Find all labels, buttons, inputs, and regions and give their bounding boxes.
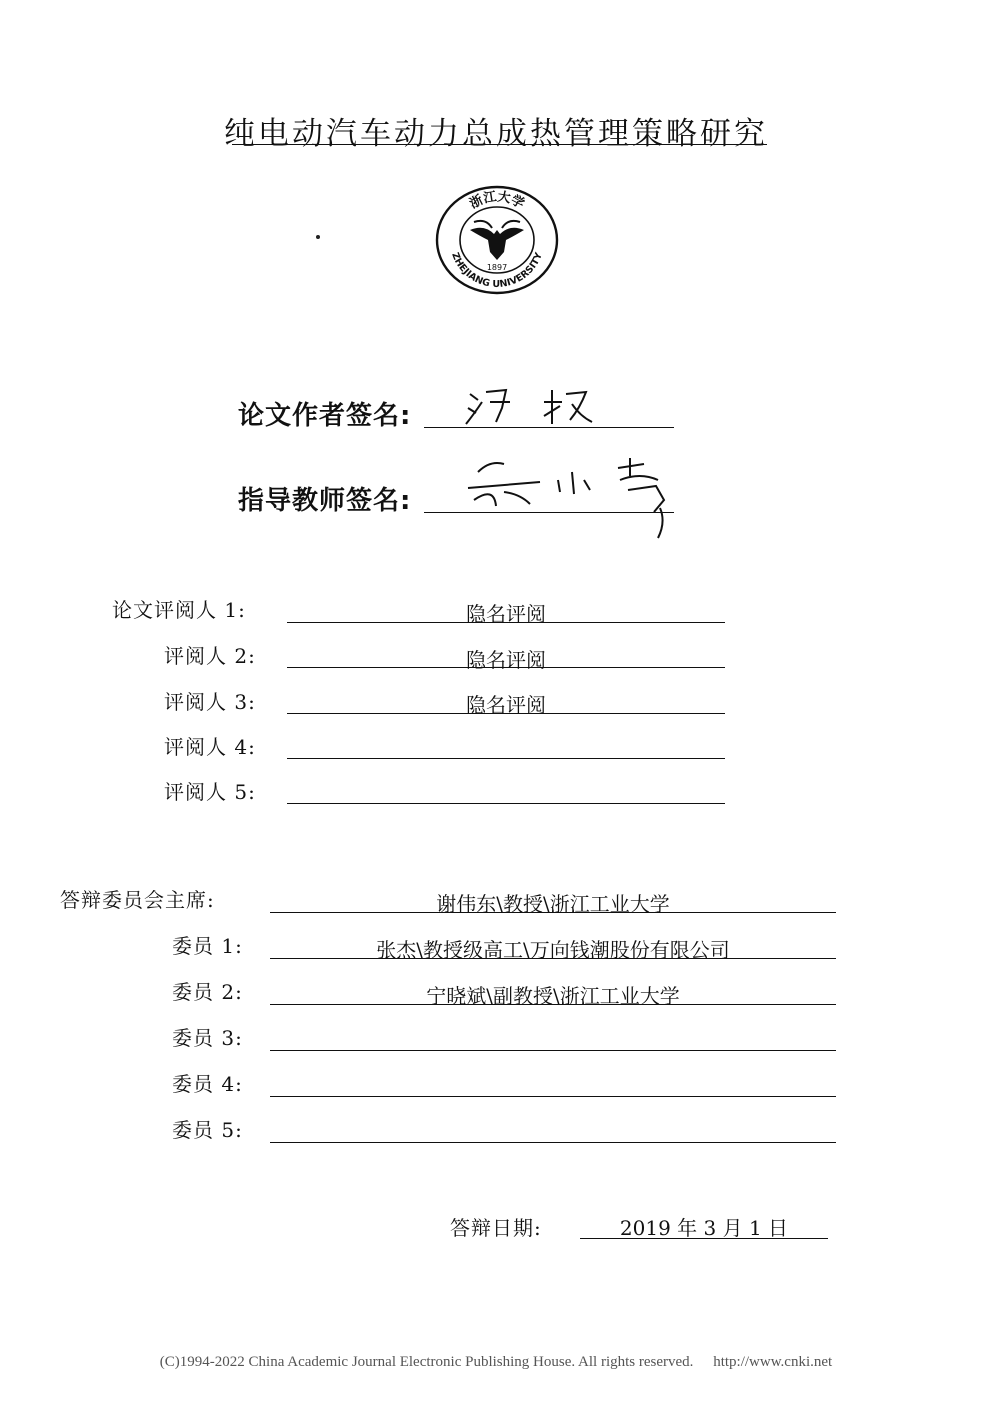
reviewer-3-line (287, 713, 725, 714)
defense-date-label: 答辩日期: (450, 1216, 542, 1240)
committee-member-3-line (270, 1050, 836, 1051)
committee-member-2-line (270, 1004, 836, 1005)
reviewer-3-label: 评阅人 3: (164, 690, 256, 714)
committee-member-2-label: 委员 2: (172, 980, 243, 1004)
reviewer-5-label: 评阅人 5: (164, 780, 256, 804)
thesis-title: 纯电动汽车动力总成热管理策略研究 (224, 116, 768, 152)
reviewer-3-value: 隐名评阅 (466, 693, 546, 717)
committee-member-5-line (270, 1142, 836, 1143)
seal-top-text: 浙江大学 (467, 189, 527, 213)
committee-member-4-line (270, 1096, 836, 1097)
committee-member-5-label: 委员 5: (172, 1118, 243, 1142)
committee-chair-label: 答辩委员会主席: (60, 888, 215, 912)
reviewer-4-line (287, 758, 725, 759)
svg-text:浙江大学 (467, 189, 527, 212)
committee-member-4-label: 委员 4: (172, 1072, 243, 1096)
reviewer-2-value: 隐名评阅 (466, 648, 546, 672)
title-underline (232, 144, 767, 145)
reviewer-1-value: 隐名评阅 (466, 602, 546, 626)
committee-member-1-value: 张杰\教授级高工\万向钱潮股份有限公司 (376, 938, 730, 962)
committee-member-3-label: 委员 3: (172, 1026, 243, 1050)
defense-date-line (580, 1238, 828, 1239)
seal-bottom-text: ZHEJIANG UNIVERSITY (449, 251, 545, 291)
defense-date-value: 2019 年 3 月 1 日 (619, 1216, 789, 1240)
seal-year: 1897 (486, 263, 508, 272)
copyright-text: (C)1994-2022 China Academic Journal Electronic Publishing House. All rights reserved. (159, 1354, 694, 1370)
reviewer-4-label: 评阅人 4: (164, 735, 256, 759)
scan-speck (316, 235, 320, 239)
reviewer-5-line (287, 803, 725, 804)
reviewer-2-line (287, 667, 725, 668)
author-handwritten-signature (440, 378, 660, 430)
committee-member-1-line (270, 958, 836, 959)
reviewer-1-label: 论文评阅人 1: (112, 598, 246, 622)
reviewer-2-label: 评阅人 2: (164, 644, 256, 668)
committee-member-2-value: 宁晓斌\副教授\浙江工业大学 (426, 984, 680, 1008)
supervisor-signature-label: 指导教师签名: (238, 486, 412, 516)
author-signature-label: 论文作者签名: (238, 401, 412, 431)
committee-chair-value: 谢伟东\教授\浙江工业大学 (436, 892, 670, 916)
committee-chair-line (270, 912, 836, 913)
copyright-footer (0, 1354, 992, 1371)
reviewer-1-line (287, 622, 725, 623)
zhejiang-university-seal-icon (434, 184, 560, 296)
committee-member-1-label: 委员 1: (172, 934, 243, 958)
cnki-url[interactable]: http://www.cnki.net (713, 1354, 833, 1370)
supervisor-handwritten-signature (444, 450, 684, 542)
